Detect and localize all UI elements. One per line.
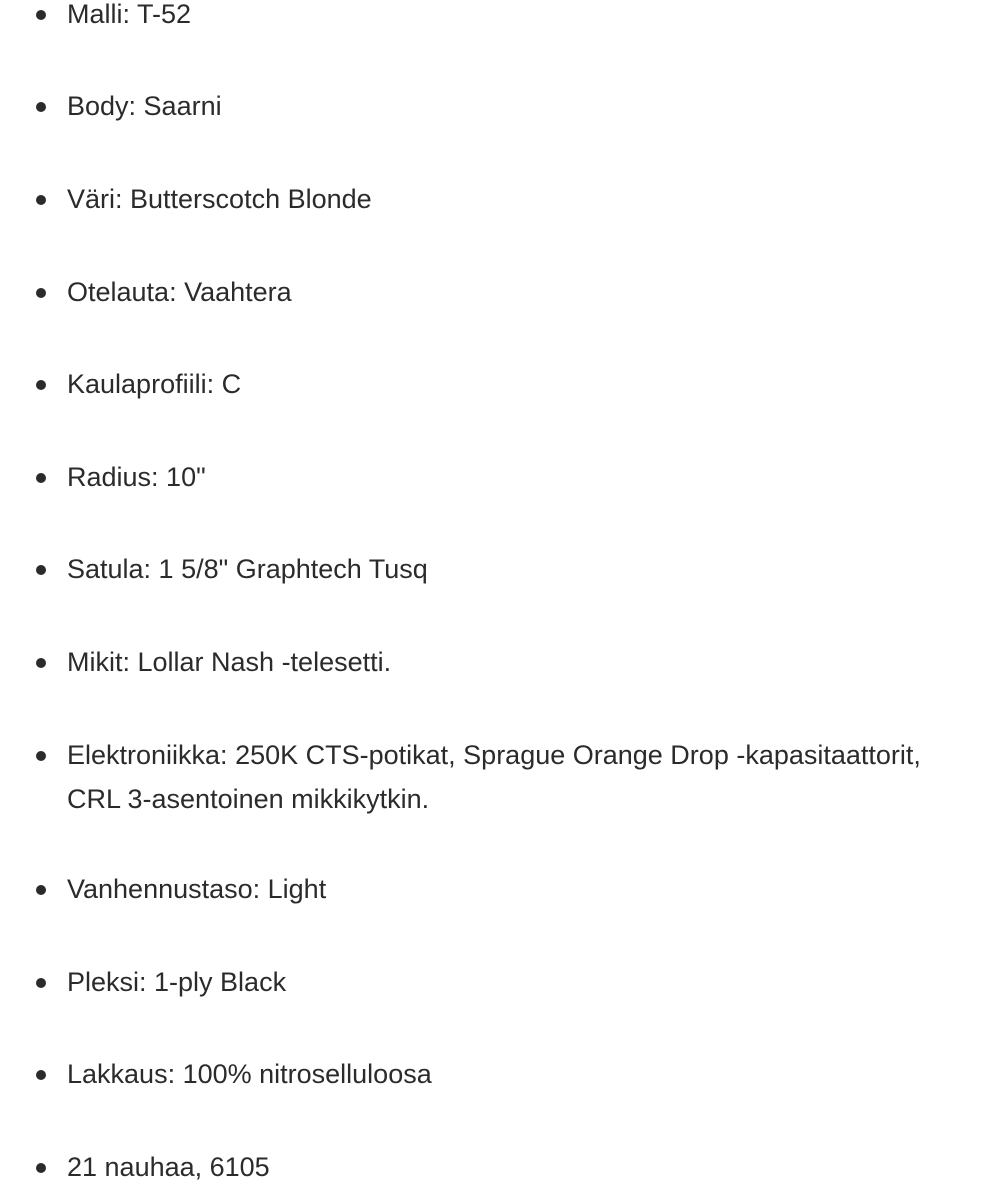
bullet-icon: [36, 288, 46, 298]
spec-text: Elektroniikka: 250K CTS-potikat, Sprague Orange Drop -kapasitaattorit, CRL 3-asentoinen mikkikytkin.: [67, 740, 921, 814]
spec-text: Lakkaus: 100% nitroselluloosa: [67, 1059, 432, 1089]
spec-text: Pleksi: 1-ply Black: [67, 967, 287, 997]
bullet-icon: [36, 565, 46, 575]
spec-text: Satula: 1 5/8" Graphtech Tusq: [67, 554, 428, 584]
bullet-icon: [36, 1070, 46, 1080]
spec-text: Mikit: Lollar Nash -telesetti.: [67, 647, 392, 677]
spec-text: 21 nauhaa, 6105: [67, 1152, 270, 1182]
bullet-icon: [36, 195, 46, 205]
spec-text: Radius: 10": [67, 462, 206, 492]
bullet-icon: [36, 102, 46, 112]
bullet-icon: [36, 751, 46, 761]
spec-text: Otelauta: Vaahtera: [67, 277, 292, 307]
bullet-icon: [36, 473, 46, 483]
spec-text: Malli: T-52: [67, 0, 192, 29]
bullet-icon: [36, 658, 46, 668]
spec-text: Body: Saarni: [67, 91, 222, 121]
bullet-icon: [36, 885, 46, 895]
bullet-icon: [36, 1163, 46, 1173]
bullet-icon: [36, 978, 46, 988]
spec-text: Kaulaprofiili: C: [67, 369, 242, 399]
bullet-icon: [36, 380, 46, 390]
spec-text: Vanhennustaso: Light: [67, 874, 327, 904]
spec-text: Väri: Butterscotch Blonde: [67, 184, 372, 214]
bullet-icon: [36, 10, 46, 20]
